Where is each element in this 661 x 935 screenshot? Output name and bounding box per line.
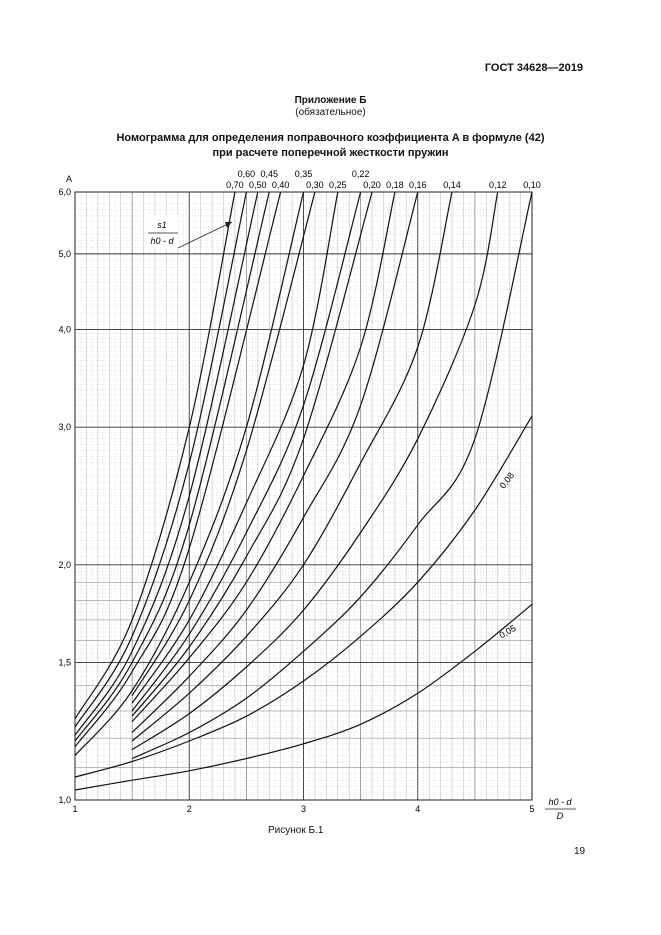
series-label: 0,45: [260, 169, 278, 179]
appendix-title: Приложение Б: [294, 95, 367, 106]
figure-title-line2: при расчете поперечной жесткости пружин: [212, 147, 449, 159]
x-tick-label: 4: [415, 804, 421, 814]
y-axis-label: A: [66, 174, 73, 184]
appendix-status: (обязательное): [295, 107, 366, 118]
series-label: 0,35: [294, 169, 313, 179]
series-label: 0,25: [329, 180, 347, 190]
series-label: 0,70: [226, 180, 244, 190]
series-label: 0,12: [488, 180, 507, 190]
annotation-arrow-line: [178, 222, 232, 248]
series-label: 0,20: [363, 180, 381, 190]
x-tick-label: 1: [72, 804, 78, 814]
series-label: 0,50: [249, 180, 267, 190]
annotation-denominator: h0 - d: [150, 236, 174, 246]
series-label: 0,22: [351, 169, 370, 179]
document-code: ГОСТ 34628—2019: [484, 62, 583, 74]
x-tick-label: 5: [529, 804, 535, 814]
x-axis-label-denominator: D: [556, 811, 564, 821]
series-label: 0,14: [443, 180, 461, 190]
series-label: 0,08: [497, 470, 517, 491]
y-tick-label: 5,0: [58, 248, 71, 259]
y-tick-label: 1,5: [58, 657, 71, 668]
series-label: 0,40: [271, 180, 290, 190]
figure-title-line1: Номограмма для определения поправочного коэффициента A в формуле (42): [116, 132, 545, 144]
series-label: 0,18: [386, 180, 404, 190]
y-tick-label: 6,0: [58, 187, 71, 197]
x-tick-label: 2: [186, 804, 192, 814]
y-tick-label: 2,0: [58, 559, 71, 570]
series-label: 0,10: [523, 180, 541, 190]
series-label: 0,60: [237, 169, 256, 179]
series-label: 0,30: [306, 180, 324, 190]
y-tick-label: 1,0: [58, 795, 71, 805]
page-number: 19: [574, 846, 586, 857]
annotation-numerator: s1: [157, 220, 167, 230]
series-label: 0,05: [497, 622, 518, 641]
series-label: 0,16: [408, 180, 427, 190]
y-tick-label: 3,0: [58, 422, 71, 433]
x-tick-label: 3: [300, 804, 307, 814]
y-tick-label: 4,0: [58, 324, 71, 335]
figure-caption: Рисунок Б.1: [268, 825, 324, 836]
x-axis-label-numerator: h0 - d: [548, 797, 572, 807]
